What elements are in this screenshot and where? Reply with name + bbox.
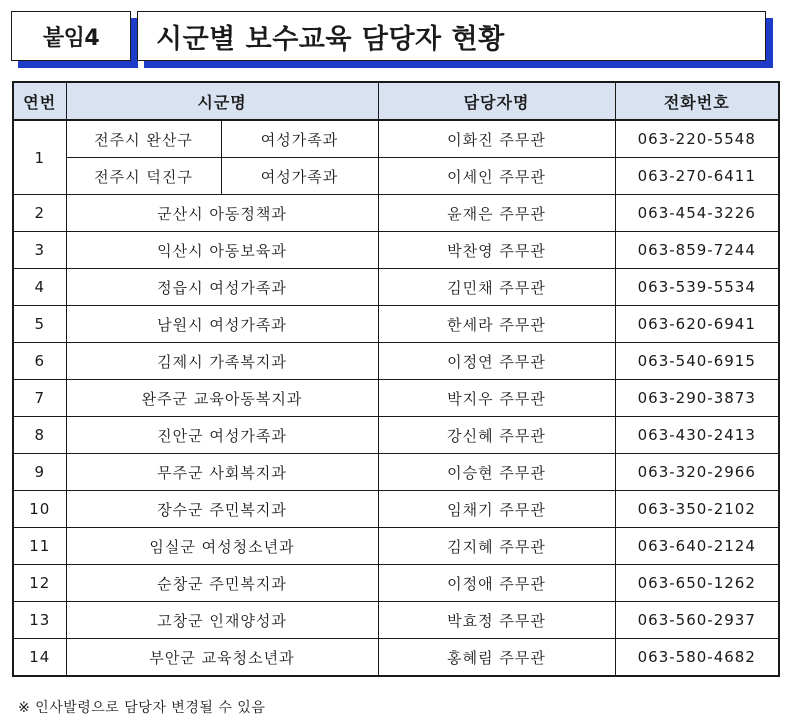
row-number: 5 — [13, 306, 66, 343]
office-cell: 순창군 주민복지과 — [66, 565, 378, 602]
phone-cell: 063-540-6915 — [615, 343, 779, 380]
office-cell: 부안군 교육청소년과 — [66, 639, 378, 677]
staff-name-cell: 이승현 주무관 — [378, 454, 615, 491]
office-cell: 김제시 가족복지과 — [66, 343, 378, 380]
table-row — [13, 454, 779, 491]
office-cell: 군산시 아동정책과 — [66, 195, 378, 232]
staff-name-cell: 홍혜림 주무관 — [378, 639, 615, 677]
dept-cell: 여성가족과 — [221, 120, 378, 158]
col-header-office: 시군명 — [66, 82, 378, 120]
staff-name-cell: 임채기 주무관 — [378, 491, 615, 528]
row-number: 4 — [13, 269, 66, 306]
table-header-row — [13, 82, 779, 120]
staff-name-cell: 이화진 주무관 — [378, 120, 615, 158]
phone-cell: 063-430-2413 — [615, 417, 779, 454]
row-number: 10 — [13, 491, 66, 528]
table-row — [13, 380, 779, 417]
phone-cell: 063-580-4682 — [615, 639, 779, 677]
table-row — [13, 343, 779, 380]
city-cell: 전주시 완산구 — [66, 120, 221, 158]
staff-name-cell: 박효정 주무관 — [378, 602, 615, 639]
staff-name-cell: 이세인 주무관 — [378, 158, 615, 195]
table-row — [13, 195, 779, 232]
row-number: 9 — [13, 454, 66, 491]
staff-name-cell: 강신혜 주무관 — [378, 417, 615, 454]
table-row — [13, 232, 779, 269]
page-title: 시군별 보수교육 담당자 현황 — [156, 23, 505, 55]
attachment-badge — [11, 11, 131, 61]
office-cell: 장수군 주민복지과 — [66, 491, 378, 528]
row-number: 13 — [13, 602, 66, 639]
staff-name-cell: 윤재은 주무관 — [378, 195, 615, 232]
phone-cell: 063-320-2966 — [615, 454, 779, 491]
table-row — [13, 565, 779, 602]
row-number: 3 — [13, 232, 66, 269]
staff-name-cell: 김지혜 주무관 — [378, 528, 615, 565]
col-header-no: 연번 — [13, 82, 66, 120]
row-number: 2 — [13, 195, 66, 232]
staff-name-cell: 박찬영 주무관 — [378, 232, 615, 269]
phone-cell: 063-454-3226 — [615, 195, 779, 232]
col-header-name: 담당자명 — [378, 82, 615, 120]
dept-cell: 여성가족과 — [221, 158, 378, 195]
phone-cell: 063-220-5548 — [615, 120, 779, 158]
office-cell: 익산시 아동보육과 — [66, 232, 378, 269]
row-number: 14 — [13, 639, 66, 677]
phone-cell: 063-270-6411 — [615, 158, 779, 195]
city-cell: 전주시 덕진구 — [66, 158, 221, 195]
office-cell: 진안군 여성가족과 — [66, 417, 378, 454]
phone-cell: 063-350-2102 — [615, 491, 779, 528]
row-number: 8 — [13, 417, 66, 454]
staff-table — [12, 81, 780, 677]
phone-cell: 063-640-2124 — [615, 528, 779, 565]
office-cell: 무주군 사회복지과 — [66, 454, 378, 491]
office-cell: 고창군 인재양성과 — [66, 602, 378, 639]
staff-name-cell: 박지우 주무관 — [378, 380, 615, 417]
staff-name-cell: 이정연 주무관 — [378, 343, 615, 380]
phone-cell: 063-620-6941 — [615, 306, 779, 343]
row-number: 6 — [13, 343, 66, 380]
table-row — [13, 602, 779, 639]
table-row — [13, 306, 779, 343]
staff-name-cell: 이정애 주무관 — [378, 565, 615, 602]
row-number: 1 — [13, 120, 66, 195]
office-cell: 남원시 여성가족과 — [66, 306, 378, 343]
title-box — [137, 11, 766, 61]
office-cell: 정읍시 여성가족과 — [66, 269, 378, 306]
phone-cell: 063-290-3873 — [615, 380, 779, 417]
phone-cell: 063-560-2937 — [615, 602, 779, 639]
attachment-label: 붙임4 — [42, 25, 100, 51]
table-row — [13, 491, 779, 528]
row-number: 11 — [13, 528, 66, 565]
table-row — [13, 528, 779, 565]
table-row — [13, 639, 779, 677]
office-cell: 완주군 교육아동복지과 — [66, 380, 378, 417]
table-row — [13, 417, 779, 454]
staff-name-cell: 김민채 주무관 — [378, 269, 615, 306]
phone-cell: 063-650-1262 — [615, 565, 779, 602]
col-header-phone: 전화번호 — [615, 82, 779, 120]
footnote: ※ 인사발령으로 담당자 변경될 수 있음 — [18, 700, 266, 716]
phone-cell: 063-539-5534 — [615, 269, 779, 306]
table-row — [13, 158, 779, 195]
table-row — [13, 120, 779, 158]
phone-cell: 063-859-7244 — [615, 232, 779, 269]
row-number: 7 — [13, 380, 66, 417]
row-number: 12 — [13, 565, 66, 602]
staff-name-cell: 한세라 주무관 — [378, 306, 615, 343]
table-row — [13, 269, 779, 306]
office-cell: 임실군 여성청소년과 — [66, 528, 378, 565]
